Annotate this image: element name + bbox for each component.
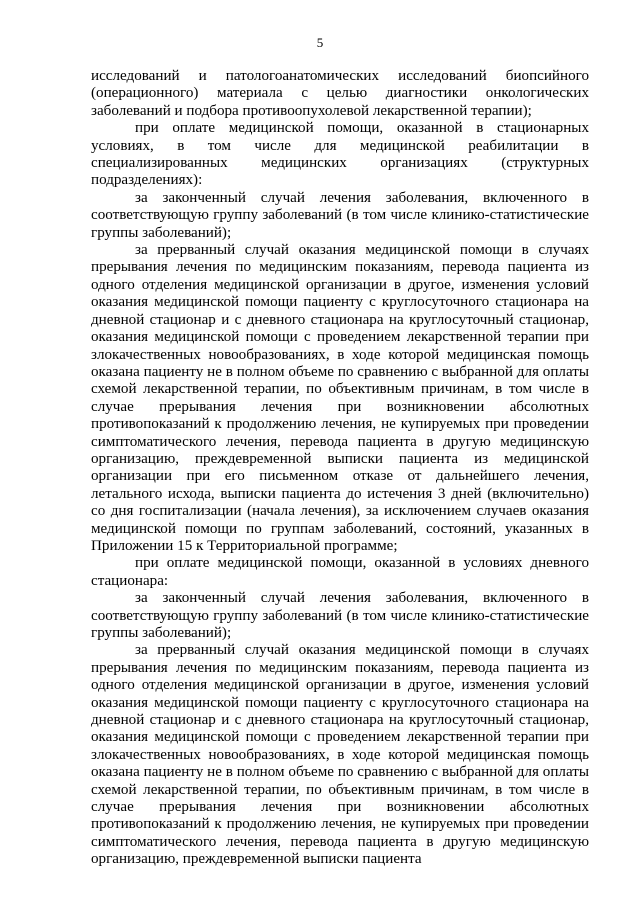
paragraph-day-hospital-payment: при оплате медицинской помощи, оказанной в условиях дневного стационара: [91, 555, 589, 589]
paragraph-day-hospital-completed-case: за законченный случай лечения заболевания, включенного в соответствующую группу заболеваний (в том числе клинико-статистические группы заболеваний); [91, 590, 589, 641]
paragraph-continuation: исследований и патологоанатомических исследований биопсийного (операционного) материала с целью диагностики онкологических заболеваний и подбора противоопухолевой лекарственной терапии); [91, 68, 589, 119]
paragraph-inpatient-interrupted-case: за прерванный случай оказания медицинской помощи в случаях прерывания лечения по медицинским показаниям, перевода пациента из одного отделения медицинской организации в другое, изменения условий оказания медицинской помощи пациенту с круглосуточного стационара на дневной стационар и с дневного стационара на круглосуточный стационар, оказания медицинской помощи с проведением лекарственной терапии при злокачественных новообразованиях, в ходе которой медицинская помощь оказана пациенту не в полном объеме по сравнению с выбранной для оплаты схемой лекарственной терапии, по объективным причинам, в том числе в случае прерывания лечения при возникновении абсолютных противопоказаний к продолжению лечения, не купируемых при проведении симптоматического лечения, перевода пациента в другую медицинскую организацию, преждевременной выписки пациента из медицинской организации при его письменном отказе от дальнейшего лечения, летального исхода, выписки пациента до истечения 3 дней (включительно) со дня госпитализации (начала лечения), за исключением случаев оказания медицинской помощи по группам заболеваний, состояний, указанных в Приложении 15 к Территориальной программе; [91, 242, 589, 554]
paragraph-day-hospital-interrupted-case: за прерванный случай оказания медицинской помощи в случаях прерывания лечения по медицинским показаниям, перевода пациента из одного отделения медицинской организации в другое, изменения условий оказания медицинской помощи пациенту с круглосуточного стационара на дневной стационар и с дневного стационара на круглосуточный стационар, оказания медицинской помощи с проведением лекарственной терапии при злокачественных новообразованиях, в ходе которой медицинская помощь оказана пациенту не в полном объеме по сравнению с выбранной для оплаты схемой лекарственной терапии, по объективным причинам, в том числе в случае прерывания лечения при возникновении абсолютных противопоказаний к продолжению лечения, не купируемых при проведении симптоматического лечения, перевода пациента в другую медицинскую организацию, преждевременной выписки пациента [91, 642, 589, 868]
page-number: 5 [316, 35, 324, 50]
paragraph-inpatient-completed-case: за законченный случай лечения заболевания, включенного в соответствующую группу заболеваний (в том числе клинико-статистические группы заболеваний); [91, 189, 589, 241]
document-body [91, 68, 589, 869]
paragraph-inpatient-payment: при оплате медицинской помощи, оказанной в стационарных условиях, в том числе для медицинской реабилитации в специализированных медицинских организациях (структурных подразделениях): [91, 120, 589, 189]
